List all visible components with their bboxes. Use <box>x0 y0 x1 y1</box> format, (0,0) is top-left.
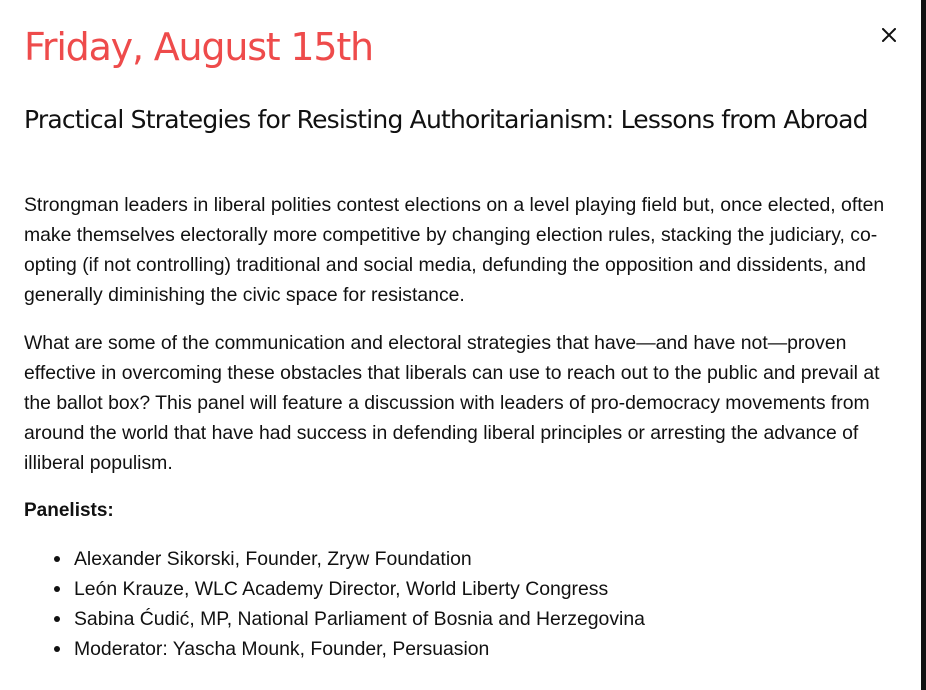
bullet-icon <box>54 616 60 622</box>
day-heading: Friday, August 15th <box>24 25 373 69</box>
close-icon <box>882 28 896 42</box>
close-button[interactable] <box>872 20 906 50</box>
panelist-item <box>74 574 926 604</box>
panelist-text: Moderator: Yascha Mounk, Founder, Persuasion <box>74 638 490 660</box>
panelist-text: Sabina Ćudić, MP, National Parliament of Bosnia and Herzegovina <box>74 608 645 630</box>
panelist-item <box>74 604 926 634</box>
description-paragraph: What are some of the communication and electoral strategies that have—and have not—proven effective in overcoming these obstacles that liberals can use to reach out to the public and prevail at the ballot box? This panel will feature a discussion with leaders of pro-democracy movements from around the world that have had success in defending liberal principles or arresting the advance of illiberal populism. <box>24 332 880 474</box>
window-edge <box>921 0 926 690</box>
bullet-icon <box>54 646 60 652</box>
panelist-text: Alexander Sikorski, Founder, Zryw Foundation <box>74 548 472 570</box>
bullet-icon <box>54 556 60 562</box>
panelist-item <box>74 634 926 664</box>
bullet-icon <box>54 586 60 592</box>
description-paragraph: Strongman leaders in liberal polities contest elections on a level playing field but, once elected, often make themselves electorally more competitive by changing election rules, stacking the judiciary, co-opting (if not controlling) traditional and social media, defunding the opposition and dissidents, and generally diminishing the civic space for resistance. <box>24 194 885 306</box>
panelist-text: León Krauze, WLC Academy Director, World Liberty Congress <box>74 578 609 600</box>
panelists-label: Panelists: <box>24 500 114 521</box>
panelists-list <box>24 544 926 664</box>
event-title: Practical Strategies for Resisting Authoritarianism: Lessons from Abroad <box>24 105 868 134</box>
panelist-item <box>74 544 926 574</box>
